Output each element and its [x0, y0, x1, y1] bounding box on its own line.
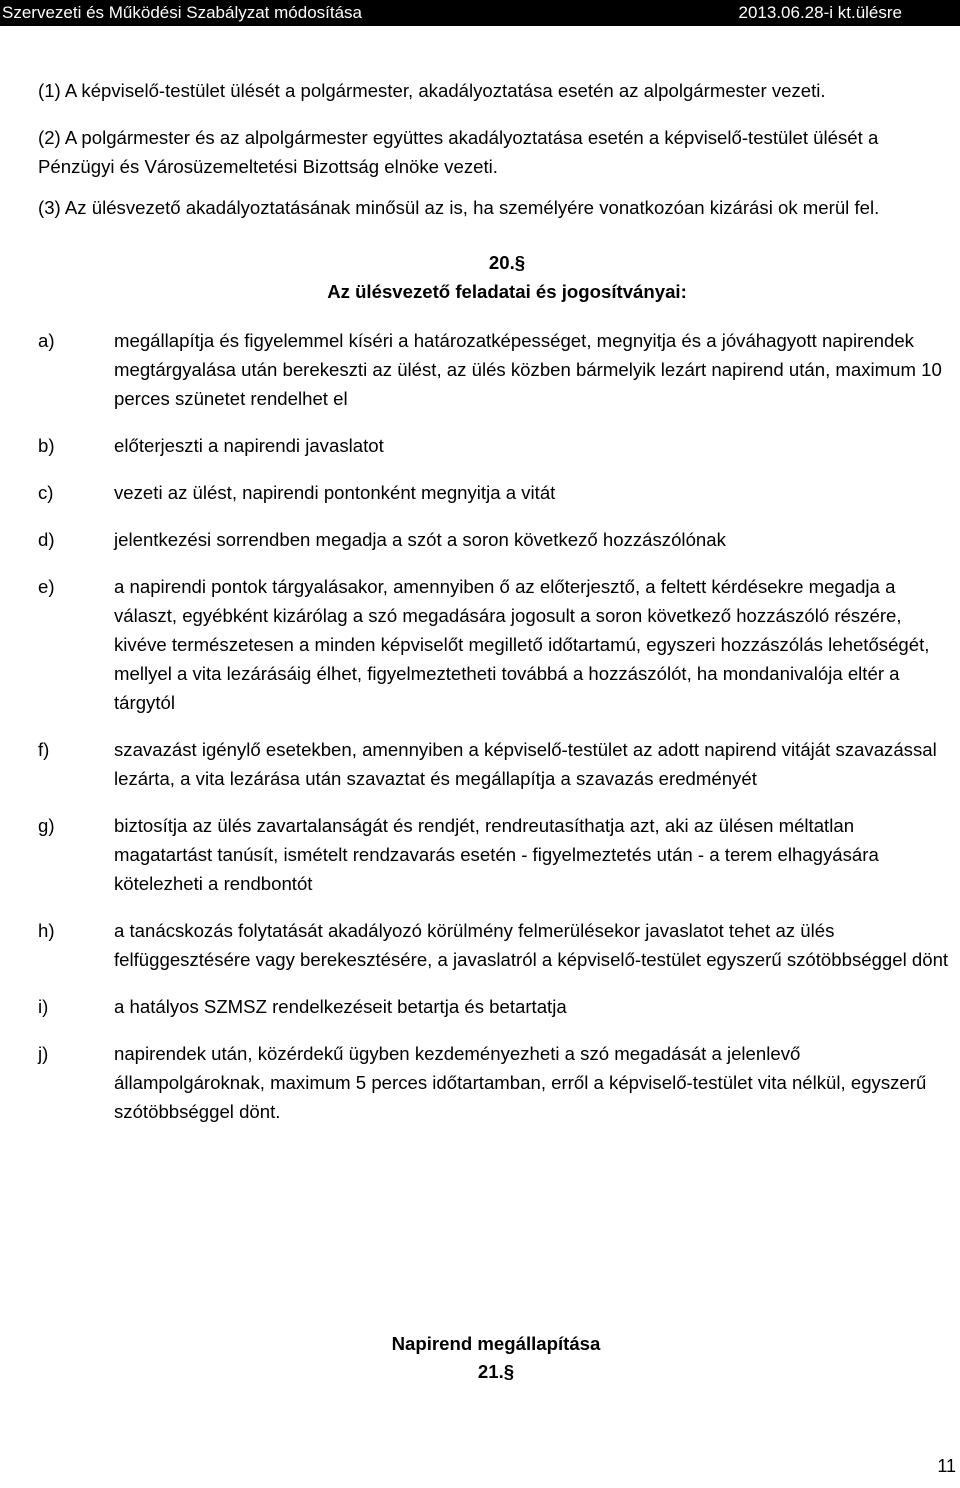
- list-item-label: f): [38, 739, 50, 760]
- page-header: [0, 0, 960, 26]
- paragraph-3: (3) Az ülésvezető akadályoztatásának minősül az is, ha személyére vonatkozóan kizárási ok merül fel.: [38, 197, 880, 218]
- list-item-label: e): [38, 576, 55, 597]
- list-item-text: napirendek után, közérdekű ügyben kezdeményezheti a szó megadását a jelenlevő állampolgároknak, maximum 5 perces időtartamban, erről a képviselő-testület vita nélkül, egyszerű szótöbbséggel dönt.: [114, 1043, 927, 1122]
- list-item-text: vezeti az ülést, napirendi pontonként megnyitja a vitát: [114, 482, 556, 503]
- list-item: [38, 326, 954, 413]
- list-item-text: megállapítja és figyelemmel kíséri a határozatképességet, megnyitja és a jóváhagyott napirendek megtárgyalása után berekeszti az ülést, az ülés közben bármelyik lezárt napirend után, maximum 10 perces szünetet rendelhet el: [114, 330, 942, 409]
- list-item-label: h): [38, 920, 55, 941]
- list-item-label: g): [38, 815, 55, 836]
- list-item: [38, 1039, 954, 1126]
- paragraph-2: (2) A polgármester és az alpolgármester együttes akadályoztatása esetén a képviselő-testület ülését a Pénzügyi és Városüzemeltetési Bizottság elnöke vezeti.: [38, 127, 879, 177]
- paragraph-1: (1) A képviselő-testület ülését a polgármester, akadályoztatása esetén az alpolgármester vezeti.: [38, 80, 826, 101]
- section-21-number: 21.§: [477, 1361, 515, 1382]
- list-item-text: a hatályos SZMSZ rendelkezéseit betartja és betartatja: [114, 996, 567, 1017]
- list-item-text: előterjeszti a napirendi javaslatot: [114, 435, 384, 456]
- document-body: [38, 76, 954, 1144]
- list-item: [38, 992, 954, 1021]
- list-item: [38, 735, 954, 793]
- list-item-label: b): [38, 435, 55, 456]
- section-20-number: 20.§: [488, 252, 526, 273]
- list-item: [38, 916, 954, 974]
- list-item-text: jelentkezési sorrendben megadja a szót a soron következő hozzászólónak: [114, 529, 726, 550]
- list-item: [38, 525, 954, 554]
- page-number: 11: [937, 1456, 956, 1476]
- list-item-text: a tanácskozás folytatását akadályozó körülmény felmerülésekor javaslatot tehet az ülés felfüggesztésére vagy berekesztésére, a javaslatról a képviselő-testület egyszerű szótöbbséggel dönt: [114, 920, 949, 970]
- section-21-heading: [38, 1330, 954, 1386]
- section-20-heading: [60, 248, 954, 306]
- list-item-text: a napirendi pontok tárgyalásakor, amennyiben ő az előterjesztő, a feltett kérdésekre megadja a választ, egyébként kizárólag a szó megadására jogosult a soron következő hozzászóló részére, kivéve természetesen a minden képviselőt megillető időtartamú, egyszeri hozzászólás lehetőségét, mellyel a vita lezárásáig élhet, figyelmeztetheti továbbá a hozzászólót, ha mondanivalója eltér a tárgytól: [114, 576, 930, 713]
- header-title: Szervezeti és Működési Szabályzat módosítása: [2, 3, 363, 22]
- list-item-label: c): [38, 482, 54, 503]
- list-item-text: biztosítja az ülés zavartalanságát és rendjét, rendreutasíthatja azt, aki az ülésen méltatlan magatartást tanúsít, ismételt rendzavarás esetén - figyelmeztetés után - a terem elhagyására kötelezheti a rendbontót: [114, 815, 879, 894]
- list-item-text: szavazást igénylő esetekben, amennyiben a képviselő-testület az adott napirend vitáját szavazással lezárta, a vita lezárása után szavaztat és megállapítja a szavazás eredményét: [114, 739, 937, 789]
- list-item: [38, 572, 954, 717]
- list-item-label: i): [38, 996, 49, 1017]
- list-item-label: a): [38, 330, 55, 351]
- list-item: [38, 811, 954, 898]
- list-item-label: d): [38, 529, 55, 550]
- section-21-title: Napirend megállapítása: [391, 1333, 601, 1354]
- list-item: [38, 478, 954, 507]
- list-item: [38, 431, 954, 460]
- list-item-label: j): [38, 1043, 49, 1064]
- section-20-title: Az ülésvezető feladatai és jogosítványai:: [327, 281, 687, 302]
- duties-list: [38, 326, 954, 1126]
- header-date: 2013.06.28-i kt.ülésre: [738, 3, 902, 22]
